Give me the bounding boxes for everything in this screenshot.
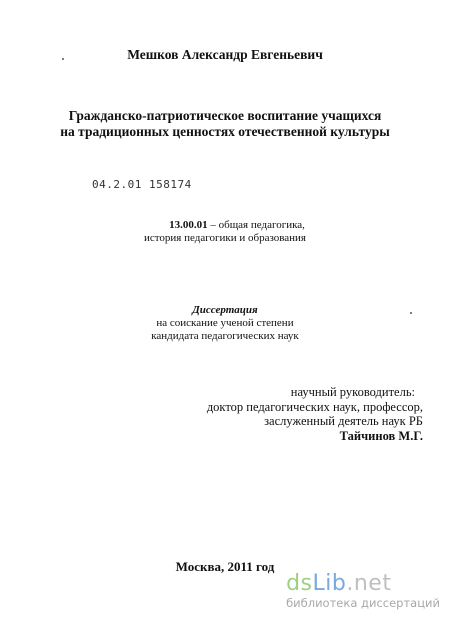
author-name: Мешков Александр Евгеньевич (127, 47, 323, 62)
dissertation-heading: Диссертация (192, 304, 258, 316)
watermark-part-2: Lib (312, 571, 347, 596)
place-and-year: Москва, 2011 год (175, 559, 275, 574)
supervisor-honor: заслуженный деятель наук РБ (264, 414, 423, 428)
supervisor-degree: доктор педагогических наук, профессор, (206, 399, 423, 414)
watermark-tagline: библиотека диссертаций (286, 596, 440, 610)
supervisor-block (207, 385, 423, 443)
specialty-line-1 (0, 219, 450, 232)
watermark-part-1: ds (286, 571, 313, 596)
specialty-line-2: история педагогики и образования (143, 232, 306, 244)
supervisor-name: Тайчинов М.Г. (339, 428, 423, 443)
dissertation-block (0, 304, 450, 343)
title-line-2: на традиционных ценностях отечественной культуры (60, 124, 390, 139)
dissertation-title (0, 108, 450, 140)
dissertation-line-2: на соискание ученой степени (156, 317, 294, 329)
supervisor-label: научный руководитель: (290, 385, 415, 399)
registration-code: 04.2.01 158174 (92, 178, 192, 191)
dissertation-line-3: кандидата педагогических наук (151, 330, 299, 342)
specialty-name: – общая педагогика, (207, 219, 305, 231)
watermark-logo[interactable] (286, 573, 440, 610)
watermark-part-3: .net (346, 571, 392, 596)
watermark-name (286, 573, 440, 595)
specialty-number: 13.00.01 (169, 219, 208, 231)
specialty-block (0, 219, 450, 245)
title-line-1: Гражданско-патриотическое воспитание учащихся (68, 108, 382, 123)
